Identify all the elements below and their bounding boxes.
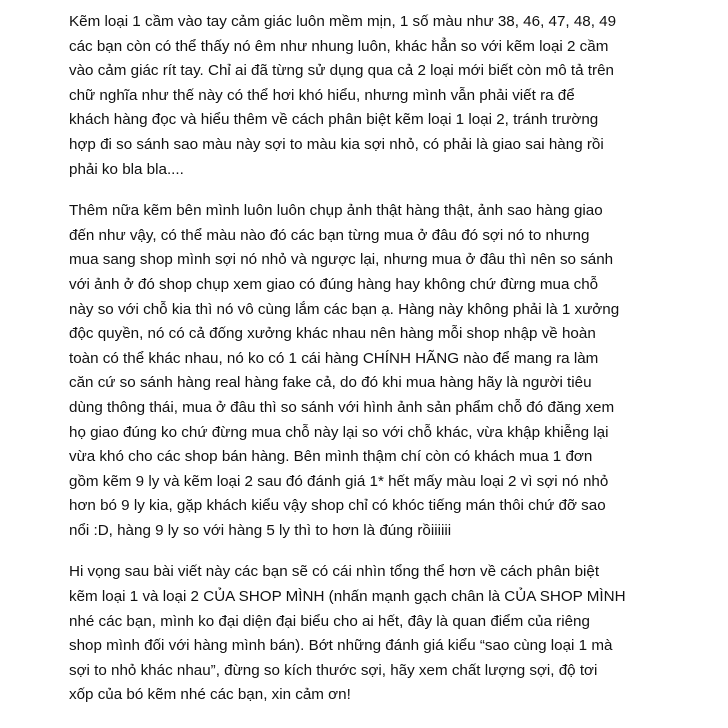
paragraph-3 — [69, 560, 669, 708]
text-line: họ giao đúng ko chứ đừng mua chỗ này lại so với chỗ khác, vừa khập khiễng lại — [69, 423, 609, 441]
text-line: chữ nghĩa như thế này có thể hơi khó hiểu, nhưng mình vẫn phải viết ra để — [69, 86, 575, 104]
text-line: khách hàng đọc và hiểu thêm về cách phân biệt kẽm loại 1 loại 2, tránh trường — [69, 111, 599, 129]
paragraph-2 — [69, 199, 669, 543]
text-line: shop mình đối với hàng mình bán). Bớt những đánh giá kiểu “sao cùng loại 1 mà — [69, 637, 613, 655]
text-line: vừa khó cho các shop bán hàng. Bên mình thậm chí còn có khách mua 1 đơn — [69, 448, 593, 466]
paragraph-1 — [69, 10, 669, 182]
text-line: với ảnh ở đó shop chụp xem giao có đúng hàng hay không chứ đừng mua chỗ — [69, 275, 599, 293]
text-line: Kẽm loại 1 cầm vào tay cảm giác luôn mềm mịn, 1 số màu như 38, 46, 47, 48, 49 — [69, 13, 617, 30]
text-line: gồm kẽm 9 ly và kẽm loại 2 sau đó đánh giá 1* hết mấy màu loại 2 vì sợi nó nhỏ — [69, 472, 609, 490]
text-line: hơn bó 9 ly kia, gặp khách kiểu vậy shop chỉ có khóc tiếng mán thôi chứ đỡ sao — [69, 497, 606, 515]
text-line: các bạn còn có thể thấy nó êm như nhung luôn, khác hẳn so với kẽm loại 2 cầm — [69, 37, 609, 55]
text-line: Hi vọng sau bài viết này các bạn sẽ có cái nhìn tổng thể hơn về cách phân biệt — [69, 563, 600, 581]
text-line: mua sang shop mình sợi nó nhỏ và ngược lại, nhưng mua ở đâu thì nên so sánh — [69, 251, 614, 269]
document-body — [69, 10, 669, 725]
text-line: căn cứ so sánh hàng real hàng fake cả, do đó khi mua hàng hãy là người tiêu — [69, 374, 592, 392]
text-line: xốp của bó kẽm nhé các bạn, xin cảm ơn! — [69, 686, 351, 704]
text-line: nổi :D, hàng 9 ly so với hàng 5 ly thì to hơn là đúng rồiiiiii — [69, 521, 452, 539]
text-line: vào cảm giác rít tay. Chỉ ai đã từng sử dụng qua cả 2 loại mới biết còn mô tả trên — [69, 62, 614, 80]
text-line: dùng thông thái, mua ở đâu thì so sánh với hình ảnh sản phẩm chỗ đó đăng xem — [69, 398, 615, 416]
text-line: đến như vậy, có thể màu nào đó các bạn từng mua ở đâu đó sợi nó to nhưng — [69, 226, 590, 244]
text-line: độc quyền, nó có cả đống xưởng khác nhau nên hàng mỗi shop nhập về hoàn — [69, 325, 596, 343]
text-line: phải ko bla bla.... — [69, 160, 184, 178]
text-line: hợp đi so sánh sao màu này sợi to màu kia sợi nhỏ, có phải là giao sai hàng rồi — [69, 135, 604, 153]
text-line: kẽm loại 1 và loại 2 CỦA SHOP MÌNH (nhấn mạnh gạch chân là CỦA SHOP MÌNH — [69, 588, 626, 606]
text-line: Thêm nữa kẽm bên mình luôn luôn chụp ảnh thật hàng thật, ảnh sao hàng giao — [69, 202, 603, 220]
text-line: sợi to nhỏ khác nhau”, đừng so kích thước sợi, hãy xem chất lượng sợi, độ tơi — [69, 661, 598, 679]
text-line: toàn có thể khác nhau, nó ko có 1 cái hàng CHÍNH HÃNG nào để mang ra làm — [69, 349, 599, 367]
text-line: nhé các bạn, mình ko đại diện đại biểu cho ai hết, đây là quan điểm của riêng — [69, 612, 590, 630]
text-line: này so với chỗ kia thì nó vô cùng lắm các bạn ạ. Hàng này không phải là 1 xưởng — [69, 300, 620, 318]
